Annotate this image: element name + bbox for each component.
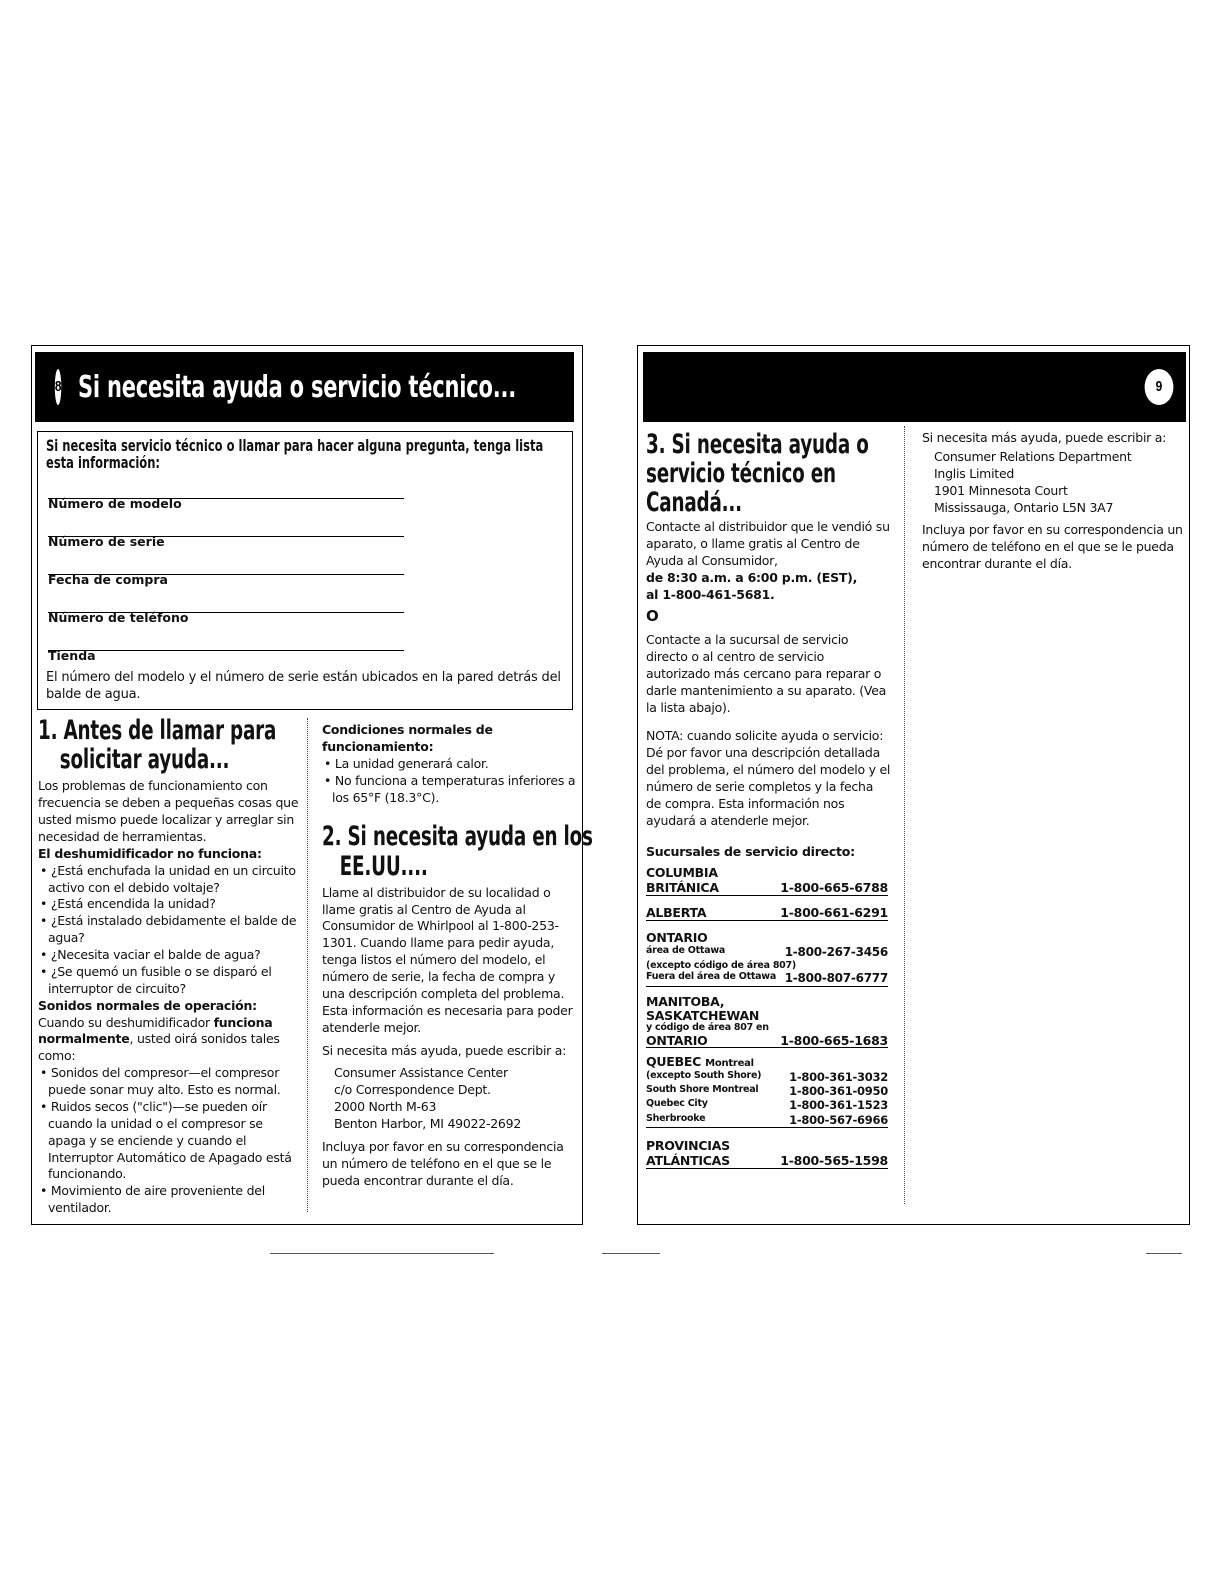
- section-3-body: Contacte al distribuidor que le vendió su aparato, o llame gratis al Centro de Ayuda al Consumidor,: [646, 519, 890, 569]
- page-number-badge: 9: [1145, 369, 1174, 405]
- list-item: • ¿Está enchufada la unidad en un circuito activo con el debido voltaje?: [40, 862, 296, 895]
- us-address: [322, 1065, 578, 1133]
- scan-line: [1146, 1253, 1182, 1254]
- address-line: Mississauga, Ontario L5N 3A7: [934, 499, 1114, 515]
- address-line: Inglis Limited: [934, 465, 1015, 481]
- info-box-heading: [46, 438, 543, 472]
- info-heading-line: esta información:: [46, 452, 160, 472]
- store-field[interactable]: Tienda: [48, 650, 404, 665]
- branch-row: ALBERTA 1-800-661-6291: [646, 904, 888, 920]
- list-item: • ¿Está encendida la unidad?: [40, 896, 216, 912]
- purchase-date-field[interactable]: Fecha de compra: [48, 574, 404, 589]
- branch-list: [646, 865, 888, 1170]
- page-number-badge: 8: [55, 369, 62, 405]
- not-working-heading: El deshumidificador no funciona:: [38, 845, 262, 861]
- branch-region: PROVINCIAS ATLÁNTICAS 1-800-565-1598: [646, 1138, 888, 1169]
- address-line: 2000 North M-63: [334, 1099, 437, 1115]
- branch-region: MANITOBA, SASKATCHEWAN y código de área 807 en ONTARIO 1-800-665-1683: [646, 994, 888, 1048]
- phone-number-field[interactable]: Número de teléfono: [48, 612, 404, 627]
- section-2-title: 2. Si necesita ayuda en los EE.UU....: [322, 821, 593, 882]
- page-9: [637, 345, 1190, 1225]
- serial-number-field[interactable]: Número de serie: [48, 536, 404, 551]
- write-column: [922, 430, 1184, 573]
- section-2-column: [322, 722, 593, 1190]
- list-item: • Ruidos secos ("clic")—se pueden oír cuando la unidad o el compresor se apaga y se enciende y cuando el Interruptor Automático de Apagado está funcionando.: [40, 1098, 292, 1182]
- write-intro: Si necesita más ayuda, puede escribir a:: [922, 430, 1167, 445]
- page-8: [31, 345, 593, 1225]
- info-note: El número del modelo y el número de serie están ubicados en la pared detrás del balde de agua.: [46, 670, 561, 702]
- canada-phone: al 1-800-461-5681.: [646, 586, 775, 602]
- list-item: • Sonidos del compresor—el compresor puede sonar muy alto. Esto es normal.: [40, 1065, 281, 1098]
- normal-sounds-heading: Sonidos normales de operación:: [38, 997, 257, 1013]
- column-divider: [904, 426, 905, 1204]
- page-8-banner: [35, 352, 574, 422]
- scan-line: [270, 1253, 494, 1254]
- column-divider: [307, 718, 308, 1212]
- section-3-title: 3. Si necesita ayuda o servicio técnico en Canadá...: [646, 429, 869, 519]
- or-separator: O: [646, 606, 659, 625]
- branches-heading: Sucursales de servicio directo:: [646, 843, 855, 859]
- canada-address: [922, 449, 1184, 517]
- normal-sounds-intro: Cuando su deshumidificador funciona normalmente, usted oirá sonidos tales como:: [38, 1014, 280, 1064]
- service-info-box: [37, 431, 573, 710]
- conditions-heading: Condiciones normales de funcionamiento:: [322, 722, 493, 754]
- section-3-note: NOTA: cuando solicite ayuda o servicio: Dé por favor una descripción detallada del problema, el número del modelo y el número de serie completos y la fecha de compra. Esta información nos ayudará a atenderle mejor.: [646, 728, 891, 828]
- hours: de 8:30 a.m. a 6:00 p.m. (EST),: [646, 570, 858, 586]
- phone-note: Incluya por favor en su correspondencia un número de teléfono en el que se le pueda encontrar durante el día.: [922, 522, 1183, 572]
- branch-region: ONTARIO área de Ottawa 1-800-267-3456 (excepto código de área 807) Fuera del área de Ottawa 1-800-807-6777: [646, 929, 888, 986]
- section-3-column: [646, 430, 891, 1169]
- section-1-title: 1. Antes de llamar para solicitar ayuda...: [38, 715, 277, 776]
- section-1-intro: Los problemas de funcionamiento con frecuencia se deben a pequeñas cosas que usted mismo puede localizar y arreglar sin necesidad de herramientas.: [38, 778, 299, 844]
- branch-row: BRITÁNICA 1-800-665-6788: [646, 879, 888, 895]
- address-line: Consumer Relations Department: [934, 448, 1132, 464]
- section-2-body: Llame al distribuidor de su localidad o llame gratis al Centro de Ayuda al Consumidor de Whirlpool al 1-800-253-1301. Cuando llame para pedir ayuda, tenga listos el número del modelo, el número de serie, la fecha de compra y una descripción completa del problema. Esta información es necesaria para poder atenderle mejor.: [322, 884, 573, 1035]
- list-item: • La unidad generará calor.: [324, 755, 489, 771]
- branch-region: QUEBEC Montreal (excepto South Shore) 1-800-361-3032 South Shore Montreal 1-800-361-0950 Quebec City 1-800-361-1523 Sherbrooke 1-800-567-6966: [646, 1053, 888, 1127]
- address-line: Benton Harbor, MI 49022-2692: [334, 1116, 522, 1132]
- write-intro: Si necesita más ayuda, puede escribir a:: [322, 1042, 567, 1058]
- address-line: Consumer Assistance Center: [334, 1065, 508, 1081]
- address-line: c/o Correspondence Dept.: [334, 1082, 491, 1098]
- section-3-body-2: Contacte a la sucursal de servicio directo o al centro de servicio autorizado más cercano para reparar o darle mantenimiento a su aparato. (Vea la lista abajo).: [646, 632, 887, 715]
- phone-note: Incluya por favor en su correspondencia un número de teléfono en el que se le pueda encontrar durante el día.: [322, 1138, 564, 1188]
- list-item: • No funciona a temperaturas inferiores a los 65°F (18.3°C).: [324, 772, 576, 805]
- branch-region: COLUMBIA: [646, 864, 718, 880]
- list-item: • ¿Necesita vaciar el balde de agua?: [40, 947, 261, 963]
- section-1-column: [38, 716, 300, 1217]
- info-heading-line: Si necesita servicio técnico o llamar para hacer alguna pregunta, tenga lista: [46, 436, 544, 455]
- address-line: 1901 Minnesota Court: [934, 482, 1068, 498]
- list-item: • Movimiento de aire proveniente del ventilador.: [40, 1183, 265, 1216]
- scan-line: [602, 1253, 660, 1254]
- page-9-banner: [643, 352, 1186, 422]
- page-title: Si necesita ayuda o servicio técnico...: [78, 369, 517, 405]
- list-item: • ¿Está instalado debidamente el balde de agua?: [40, 913, 297, 946]
- model-number-field[interactable]: Número de modelo: [48, 498, 404, 513]
- list-item: • ¿Se quemó un fusible o se disparó el interruptor de circuito?: [40, 963, 272, 996]
